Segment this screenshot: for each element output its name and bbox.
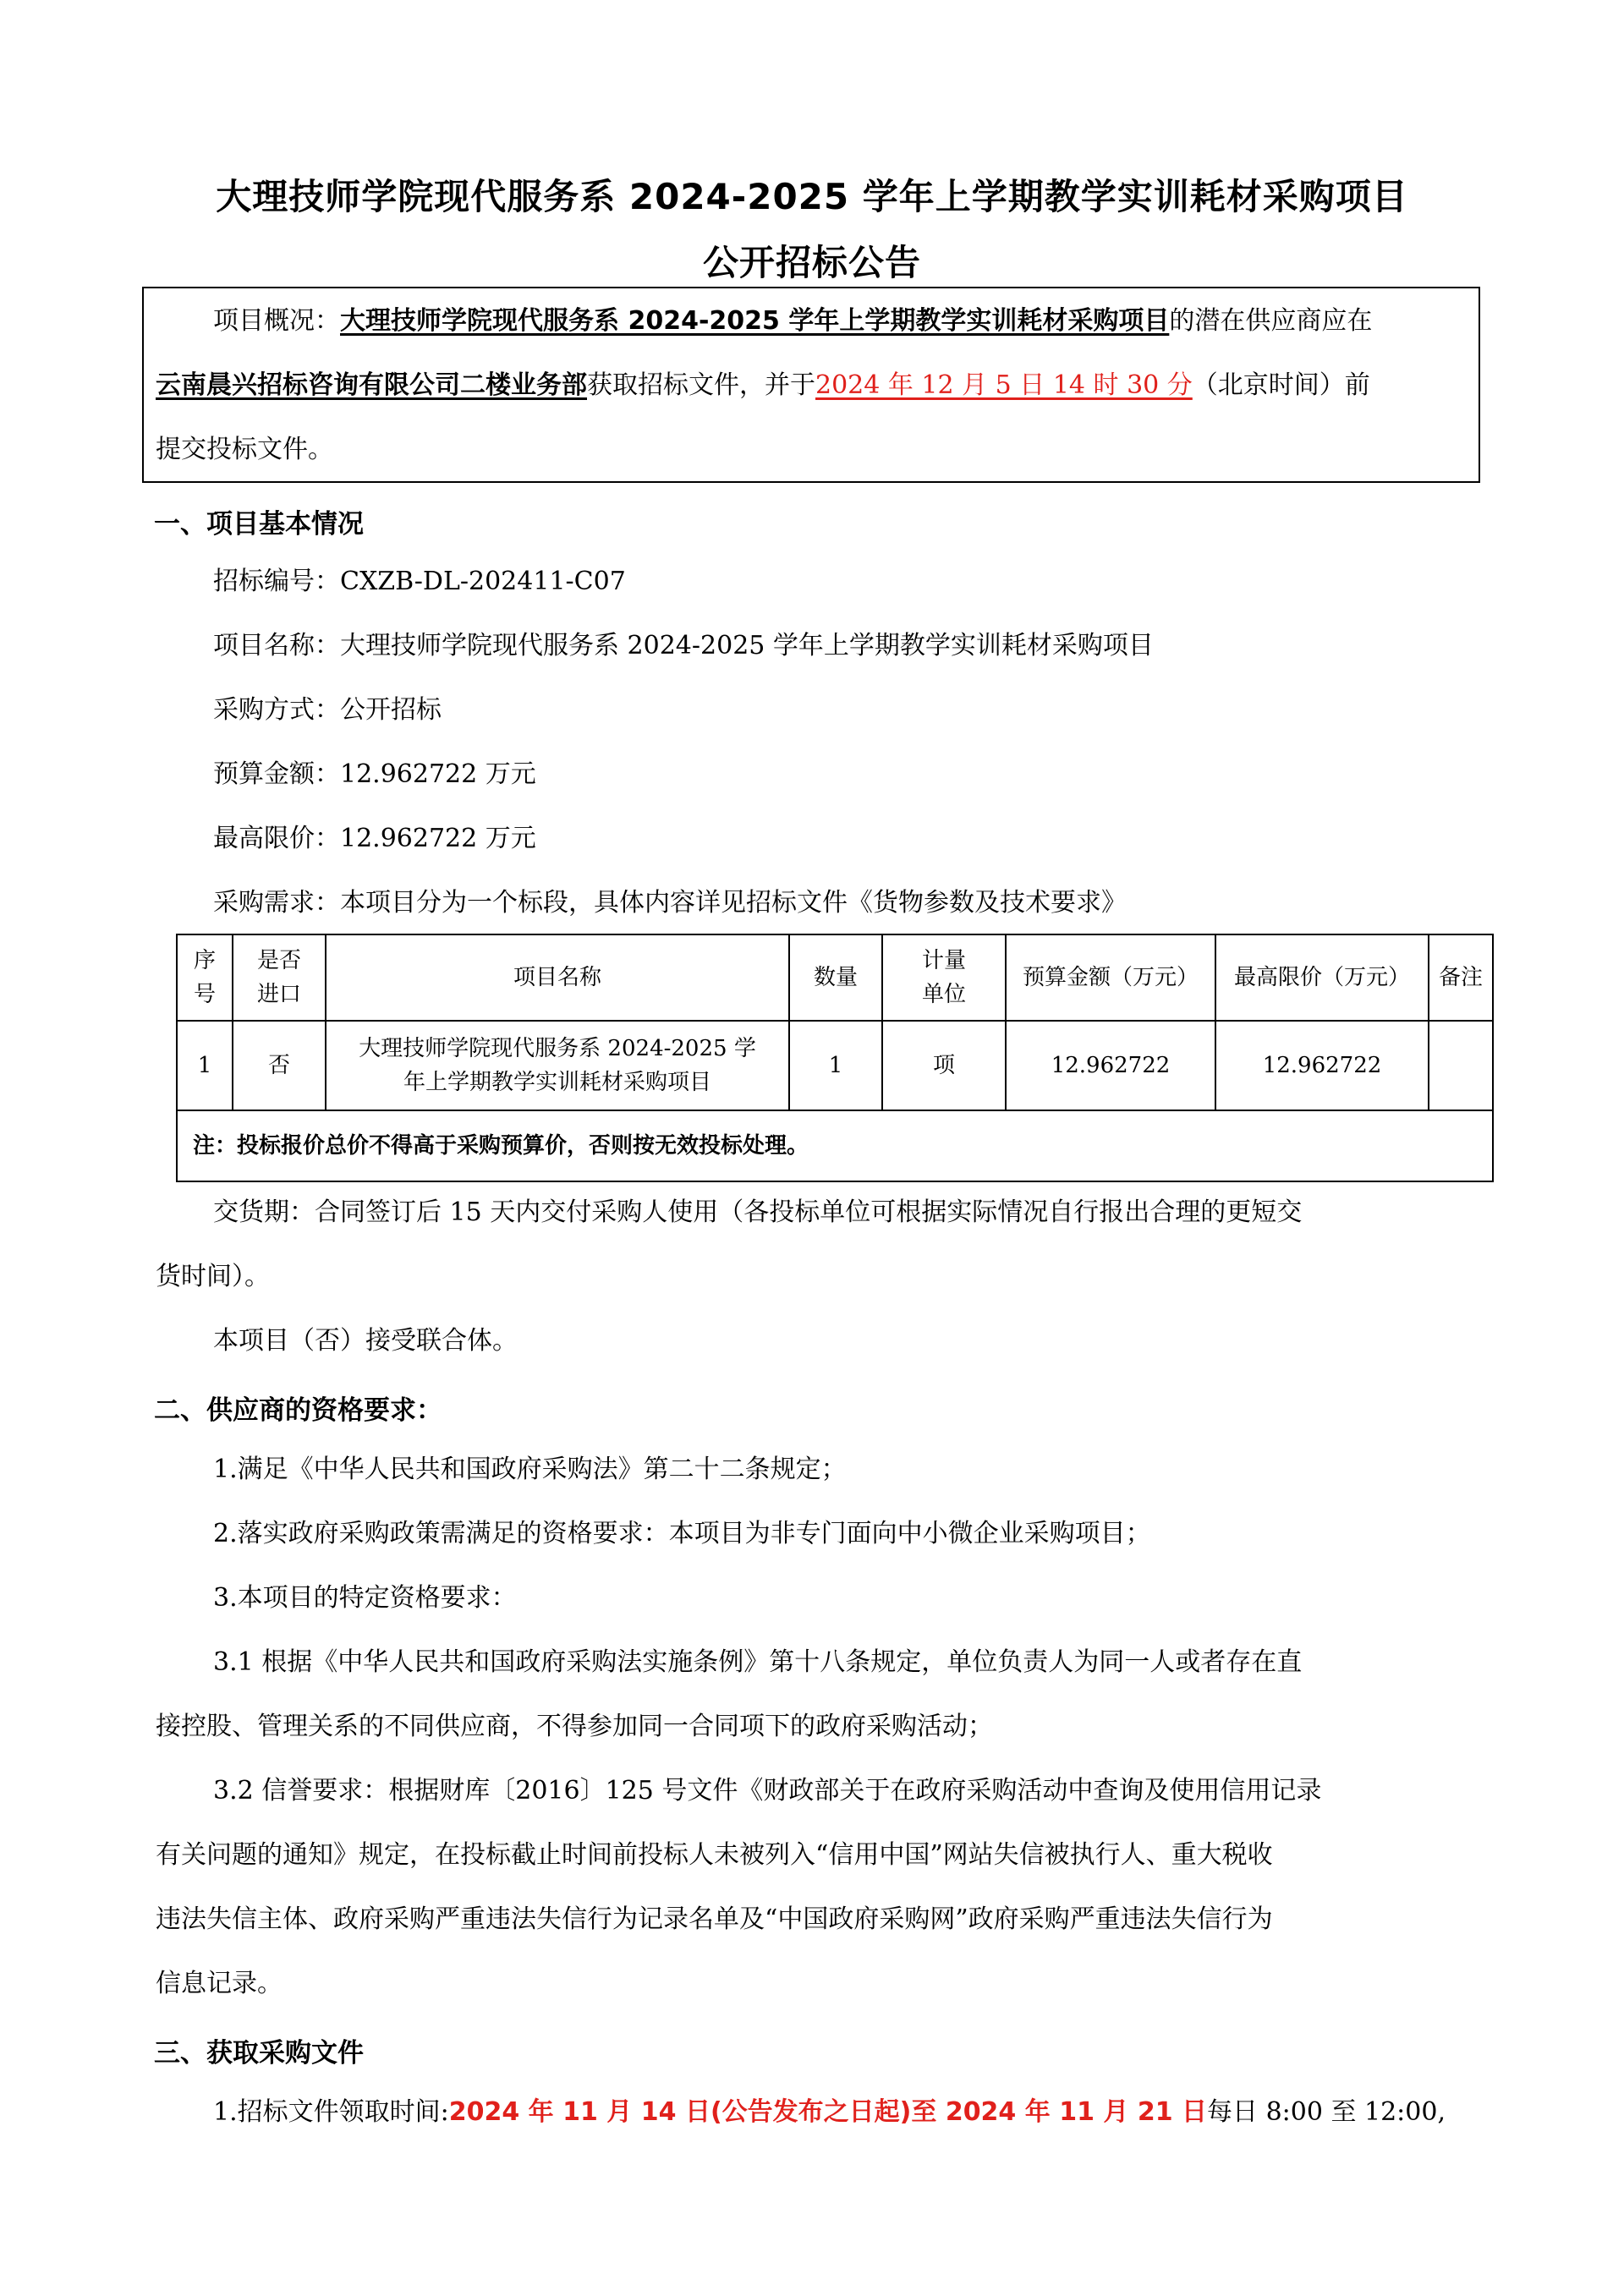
requirements-table [176, 934, 1494, 1182]
cell-budget: 12.962722 [1006, 1021, 1215, 1110]
header-cell-import: 是否 进口 [233, 934, 326, 1021]
summary-project-name: 大理技师学院现代服务系 2024-2025 学年上学期教学实训耗材采购项目 [340, 306, 1170, 336]
section-heading-obtain-documents: 三、获取采购文件 [154, 2038, 364, 2069]
header-cell-no: 序 号 [177, 934, 233, 1021]
collection-hours: 每日 8:00 至 12:00, [1207, 2097, 1446, 2127]
cell-name: 大理技师学院现代服务系 2024-2025 学 年上学期教学实训耗材采购项目 [326, 1021, 789, 1110]
summary-location: 云南晨兴招标咨询有限公司二楼业务部 [156, 370, 587, 400]
delivery-period-cont: 货时间）。 [156, 1262, 270, 1291]
summary-label: 项目概况： [213, 306, 340, 336]
header-cell-budget: 预算金额（万元） [1006, 934, 1215, 1021]
section-heading-basic-info: 一、项目基本情况 [154, 509, 364, 540]
cell-no: 1 [177, 1021, 233, 1110]
qualification-item-3-2-cont: 信息记录。 [156, 1969, 283, 1998]
summary-line-2 [156, 369, 1370, 403]
table-note: 注：投标报价总价不得高于采购预算价，否则按无效投标处理。 [177, 1110, 1493, 1181]
project-name: 项目名称：大理技师学院现代服务系 2024-2025 学年上学期教学实训耗材采购项目 [213, 631, 1154, 660]
collection-time-label: 1.招标文件领取时间: [213, 2097, 449, 2127]
collection-period: 2024 年 11 月 14 日(公告发布之日起)至 2024 年 11 月 21 日 [448, 2097, 1208, 2127]
summary-text: 的潜在供应商应在 [1169, 306, 1373, 336]
table-row [177, 1021, 1493, 1110]
cell-remark [1429, 1021, 1493, 1110]
header-cell-qty: 数量 [789, 934, 882, 1021]
summary-deadline: 2024 年 12 月 5 日 14 时 30 分 [815, 370, 1193, 400]
budget-amount: 预算金额：12.962722 万元 [213, 759, 536, 789]
table-note-row [177, 1110, 1493, 1181]
procurement-method: 采购方式：公开招标 [213, 695, 442, 725]
summary-text: 获取招标文件，并于 [587, 370, 815, 400]
qualification-item-3-2-cont: 有关问题的通知》规定，在投标截止时间前投标人未被列入“信用中国”网站失信被执行人、重大税收 [156, 1840, 1273, 1870]
bid-number: 招标编号：CXZB-DL-202411-C07 [213, 567, 626, 596]
qualification-item-1: 1.满足《中华人民共和国政府采购法》第二十二条规定； [213, 1455, 847, 1484]
qualification-item-3-2-cont: 违法失信主体、政府采购严重违法失信行为记录名单及“中国政府采购网”政府采购严重违法失信行为 [156, 1904, 1273, 1934]
summary-line-3: 提交投标文件。 [156, 435, 333, 464]
qualification-item-3-1-cont: 接控股、管理关系的不同供应商，不得参加同一合同项下的政府采购活动； [156, 1712, 993, 1741]
header-cell-name: 项目名称 [326, 934, 789, 1021]
section-heading-qualification: 二、供应商的资格要求： [154, 1395, 442, 1426]
document-collection-time [213, 2096, 1446, 2129]
table-header-row [177, 934, 1493, 1021]
delivery-period: 交货期：合同签订后 15 天内交付采购人使用（各投标单位可根据实际情况自行报出合理的更短交 [213, 1197, 1303, 1227]
cell-unit: 项 [882, 1021, 1006, 1110]
cell-max: 12.962722 [1215, 1021, 1429, 1110]
document-subtitle: 公开招标公告 [702, 242, 921, 283]
cell-import: 否 [233, 1021, 326, 1110]
summary-line-1 [213, 304, 1372, 338]
cell-qty: 1 [789, 1021, 882, 1110]
header-cell-max: 最高限价（万元） [1215, 934, 1429, 1021]
document-title: 大理技师学院现代服务系 2024-2025 学年上学期教学实训耗材采购项目 [216, 176, 1408, 217]
qualification-item-3-1: 3.1 根据《中华人民共和国政府采购法实施条例》第十八条规定，单位负责人为同一人或者存在直 [213, 1647, 1303, 1677]
max-price: 最高限价：12.962722 万元 [213, 824, 536, 853]
qualification-item-3: 3.本项目的特定资格要求： [213, 1583, 517, 1613]
header-cell-remark: 备注 [1429, 934, 1493, 1021]
header-cell-unit: 计量 单位 [882, 934, 1006, 1021]
procurement-demand: 采购需求：本项目分为一个标段，具体内容详见招标文件《货物参数及技术要求》 [213, 888, 1127, 918]
qualification-item-2: 2.落实政府采购政策需满足的资格要求：本项目为非专门面向中小微企业采购项目； [213, 1519, 1151, 1548]
consortium-note: 本项目（否）接受联合体。 [213, 1326, 518, 1356]
qualification-item-3-2: 3.2 信誉要求：根据财库〔2016〕125 号文件《财政部关于在政府采购活动中查询及使用信用记录 [213, 1776, 1322, 1806]
summary-text: （北京时间）前 [1192, 370, 1370, 400]
